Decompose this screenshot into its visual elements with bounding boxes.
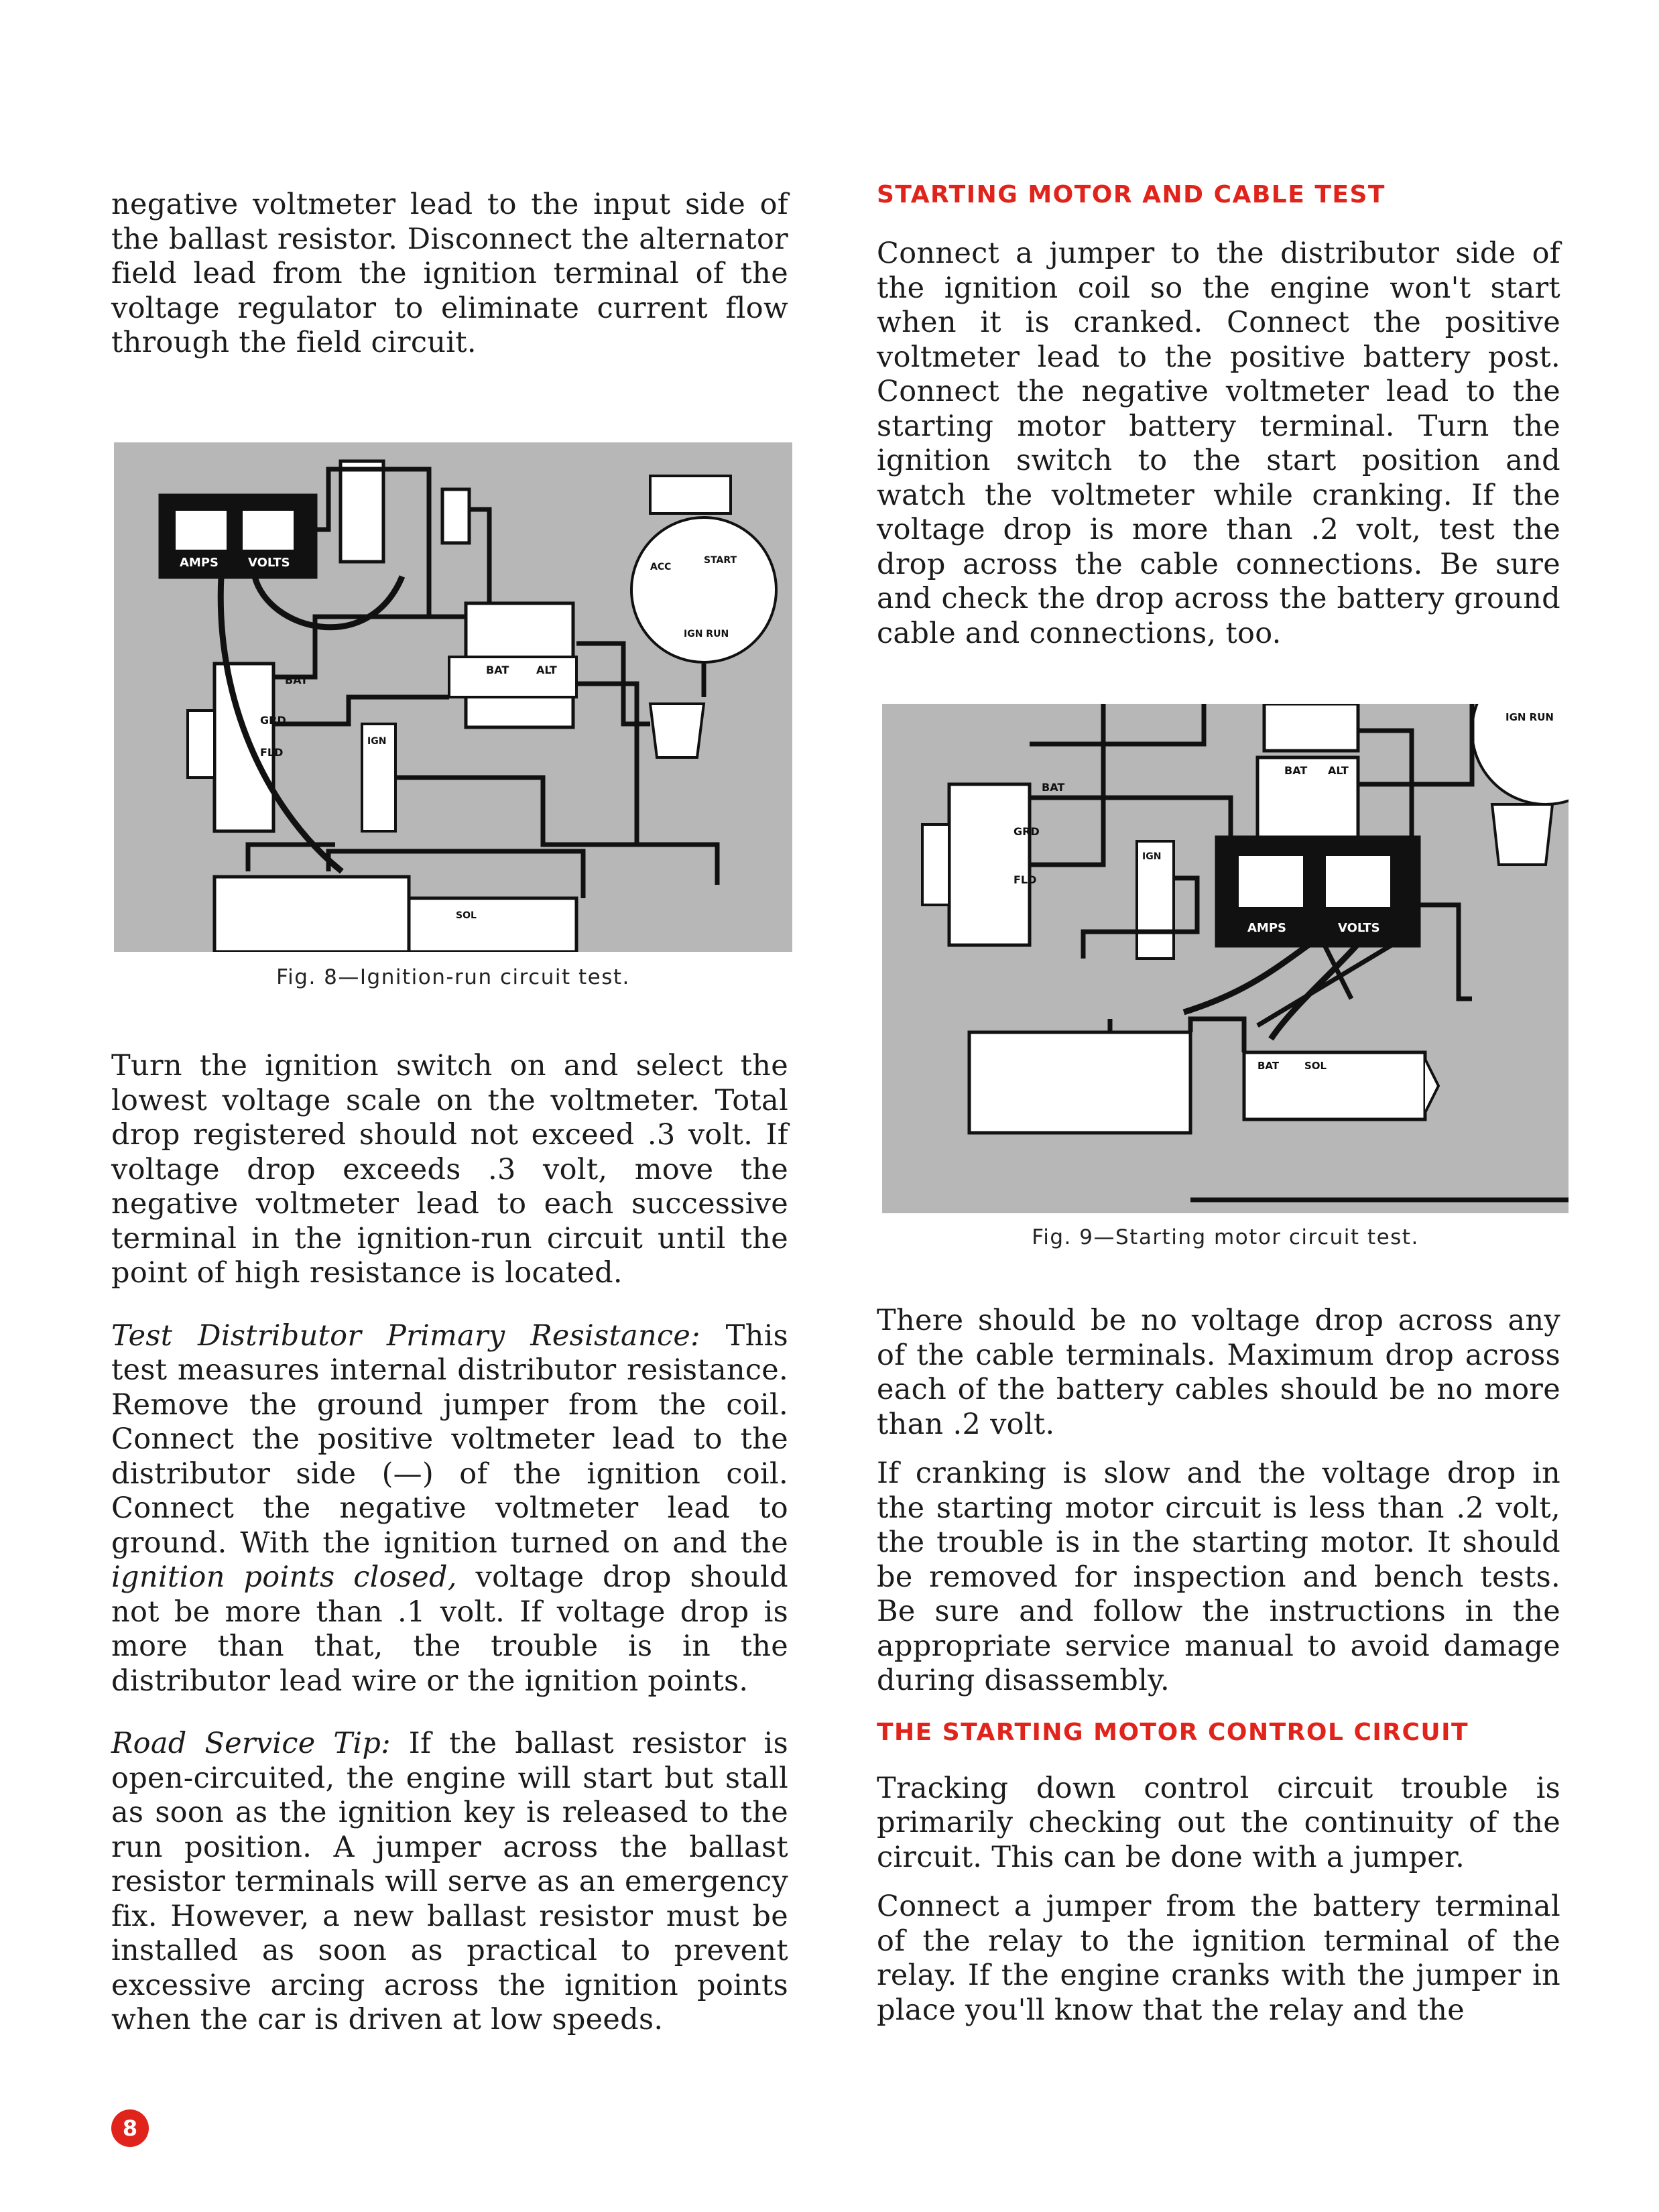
right-paragraph-3: If cranking is slow and the voltage drop in the starting motor circuit is less than .2 volt, the trouble is in the starting motor. It should be removed for inspection and bench tests. Be sure and follow the instructions in the appropriate service manual to avoid damage during disassembly. (877, 1457, 1560, 1697)
fig8-label-acc: ACC (650, 562, 672, 572)
fig9-label-alt: ALT (1328, 764, 1349, 777)
left-column-lower (111, 1049, 788, 2038)
ignition-points-closed: ignition points closed, (111, 1560, 457, 1594)
left-paragraph-3a: This test measures internal distributor resistance. Remove the ground jumper from the coil. Connect the positive voltmeter lead to the distributor side (—) of the ignition coil. Connect the negative voltmeter lead to ground. With the ignition turned on and the (111, 1318, 788, 1560)
figure-8-svg (114, 442, 792, 952)
heading-starting-motor-control-circuit: THE STARTING MOTOR CONTROL CIRCUIT (877, 1718, 1469, 1746)
fig8-label-ign-run: IGN RUN (684, 629, 729, 639)
fig9-label-sol: SOL (1304, 1060, 1327, 1072)
right-paragraph-2: There should be no voltage drop across any of the cable terminals. Maximum drop across each of the battery cables should be no more than .2 volt. (877, 1304, 1560, 1441)
fig8-label-alt: ALT (536, 664, 557, 676)
fig9-label-amps: AMPS (1247, 921, 1286, 935)
heading-starting-motor-cable-test: STARTING MOTOR AND CABLE TEST (877, 181, 1386, 208)
test-distributor-lead: Test Distributor Primary Resistance: (111, 1318, 700, 1353)
left-paragraph-4-body: If the ballast resistor is open-circuited, the engine will start but stall as soon as the ignition key is released to the run position. A jumper across the ballast resistor terminals will serve as an emergency fix. However, a new ballast resistor must be installed as soon as practical to prevent excessive arcing across the ignition points when the car is driven at low speeds. (111, 1727, 788, 2036)
fig9-label-bat-3: BAT (1257, 1060, 1280, 1072)
fig8-label-start: START (704, 555, 737, 566)
fig8-label-bat-2: BAT (486, 664, 509, 676)
fig9-label-grd: GRD (1013, 825, 1040, 838)
figure-9-diagram (882, 704, 1569, 1213)
left-paragraph-3b: voltage drop should not be more than .1 volt. If voltage drop is more than that, the trouble is in the distributor lead wire or the ignition points. (111, 1560, 788, 1698)
left-paragraph-2: Turn the ignition switch on and select the lowest voltage scale on the voltmeter. Total drop registered should not exceed .3 volt. If voltage drop exceeds .3 volt, move the negative voltmeter lead to each successive terminal in the ignition-run circuit until the point of high resistance is located. (111, 1049, 788, 1290)
right-paragraph-5: Connect a jumper from the battery terminal of the relay to the ignition terminal of the relay. If the engine cranks with the jumper in place you'll know that the relay and the (877, 1890, 1560, 2027)
fig8-label-fld: FLD (260, 746, 284, 759)
fig9-label-bat-2: BAT (1284, 764, 1308, 777)
fig9-label-fld: FLD (1013, 873, 1037, 886)
figure-9-caption: Fig. 9—Starting motor circuit test. (1032, 1225, 1419, 1249)
left-paragraph-3 (111, 1319, 788, 1699)
fig8-label-ign: IGN (367, 736, 387, 747)
fig9-label-bat: BAT (1042, 781, 1065, 794)
fig8-label-volts: VOLTS (248, 556, 290, 570)
figure-9-svg (882, 704, 1569, 1213)
left-column (111, 188, 788, 361)
figure-8-diagram (114, 442, 792, 952)
right-paragraph-1: Connect a jumper to the distributor side of the ignition coil so the engine won't start when it is cranked. Connect the positive voltmeter lead to the positive battery post. Connect the negative voltmeter lead to the starting motor battery terminal. Turn the ignition switch to the start position and watch the voltmeter while cranking. If the voltage drop is more than .2 volt, test the drop across the cable connections. Be sure and check the drop across the battery ground cable and connections, too. (877, 237, 1560, 650)
left-paragraph-4 (111, 1727, 788, 2038)
left-paragraph-1: negative voltmeter lead to the input side of the ballast resistor. Disconnect the alternator field lead from the ignition terminal of the voltage regulator to eliminate current flow through the field circuit. (111, 188, 788, 359)
right-paragraph-4: Tracking down control circuit trouble is primarily checking out the continuity of the circuit. This can be done with a jumper. (877, 1771, 1560, 1874)
road-service-tip-lead: Road Service Tip: (111, 1727, 391, 1760)
right-column (877, 181, 1560, 651)
fig8-label-amps: AMPS (180, 556, 219, 570)
right-column-lower (877, 1304, 1560, 2028)
fig9-label-volts: VOLTS (1338, 921, 1380, 935)
fig8-label-grd: GRD (260, 714, 286, 727)
fig9-label-ign: IGN (1142, 851, 1162, 862)
page-number-badge: 8 (111, 2109, 149, 2147)
fig8-label-sol: SOL (456, 910, 477, 921)
figure-8-caption: Fig. 8—Ignition-run circuit test. (276, 965, 630, 989)
fig8-label-bat: BAT (285, 674, 308, 686)
fig9-label-ign-run: IGN RUN (1506, 711, 1554, 723)
